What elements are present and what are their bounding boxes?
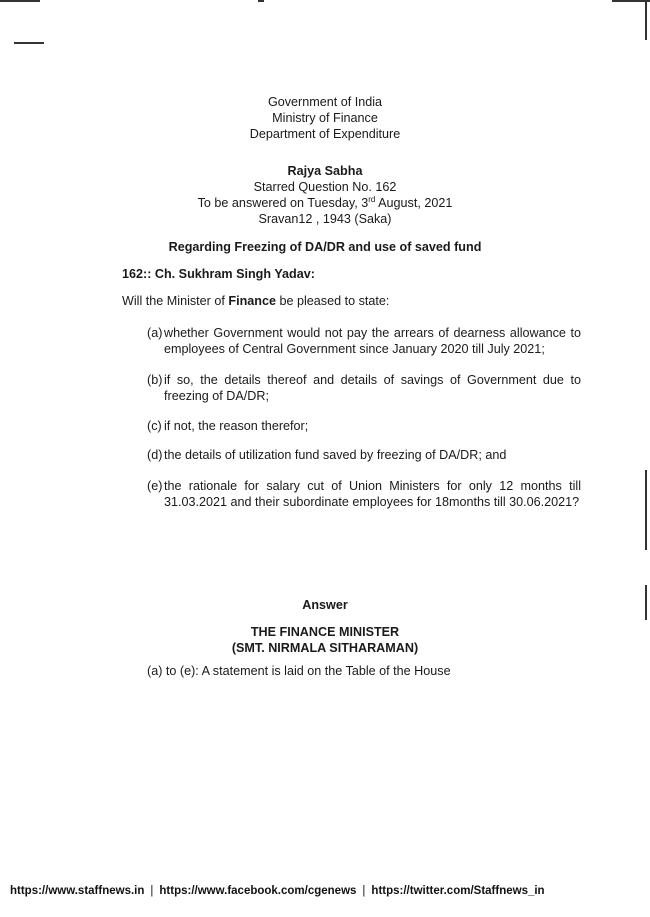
part-text: the rationale for salary cut of Union Ministers for only 12 months till 31.03.2021 and their subordinate employees for 18months till 30.06.2021? [164,479,581,509]
intro-prefix: Will the Minister of [122,294,229,308]
house-name: Rajya Sabha [287,164,363,178]
intro-ministry: Finance [228,294,276,308]
answer-heading: Answer [302,598,348,612]
part-label: (d) [147,448,163,462]
part-label: (a) [147,326,163,340]
member-name: 162:: Ch. Sukhram Singh Yadav: [122,267,315,281]
footer-separator: | [362,885,366,897]
question-part-d [147,447,581,463]
scan-mark-right-1 [645,0,647,40]
answer-text: (a) to (e): A statement is laid on the Table of the House [147,664,451,678]
subject-heading: Regarding Freezing of DA/DR and use of saved fund [168,240,482,254]
answer-date-suffix: August, 2021 [375,196,453,210]
scan-mark-right-2 [645,470,647,550]
question-number: Starred Question No. 162 [253,180,397,194]
footer-link-facebook[interactable]: https://www.facebook.com/cgenews [159,885,357,897]
footer-links [10,885,545,897]
intro-suffix: be pleased to state: [275,294,390,308]
part-text: if so, the details thereof and details of savings of Government due to freezing of DA/DR; [164,373,581,403]
minister-title: THE FINANCE MINISTER [250,625,400,639]
header-department: Department of Expenditure [249,127,401,141]
question-part-a [147,325,581,357]
ministry-header [0,94,650,142]
part-label: (c) [147,419,162,433]
footer-link-twitter[interactable]: https://twitter.com/Staffnews_in [371,885,545,897]
answer-date [0,195,650,211]
scan-mark-top-center [258,0,264,2]
header-government: Government of India [267,95,383,109]
session-info [0,163,650,227]
header-ministry: Ministry of Finance [272,111,378,125]
scan-mark-top-left [0,0,40,2]
answer-date-prefix: To be answered on Tuesday, 3 [197,196,369,210]
part-label: (e) [147,479,163,493]
question-part-b [147,372,581,404]
scan-mark-left [14,42,44,44]
footer-link-staffnews[interactable]: https://www.staffnews.in [10,885,145,897]
part-text: if not, the reason therefor; [164,419,309,433]
answer-date-ordinal: rd [368,194,376,204]
question-part-c [147,418,581,434]
part-text: whether Government would not pay the arrears of dearness allowance to employees of Central Government since January 2020 till July 2021; [164,326,581,356]
footer-separator: | [150,885,154,897]
question-part-e [147,478,581,510]
question-intro [122,294,389,308]
minister-name: (SMT. NIRMALA SITHARAMAN) [231,641,419,655]
part-label: (b) [147,373,163,387]
part-text: the details of utilization fund saved by freezing of DA/DR; and [164,448,507,462]
saka-date: Sravan12 , 1943 (Saka) [258,212,392,226]
